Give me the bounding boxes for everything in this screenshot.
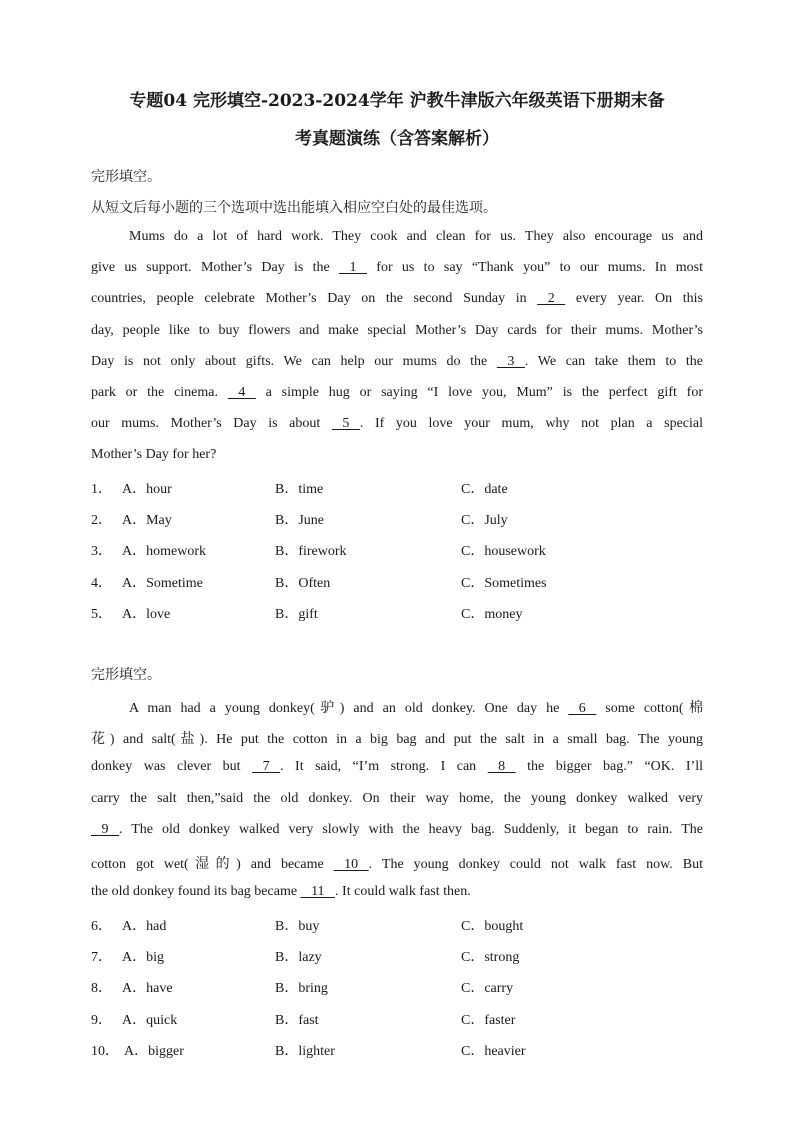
question-row: [91, 509, 711, 529]
blank-4: 4: [227, 385, 256, 400]
document-title-line-1: 专题04 完形填空-2023-2024学年 沪教牛津版六年级英语下册期末备: [129, 91, 665, 111]
option-a[interactable]: A．love: [122, 606, 171, 622]
passage-text: countries, people celebrate Mother’s Day on the second Sunday in: [91, 291, 538, 307]
passage-text: a simple hug or saying “I love you, Mum” is the perfect gift for: [255, 385, 704, 400]
option-b[interactable]: B．lazy: [275, 950, 322, 966]
passage-text: 花) and salt(盐). He put the cotton in a big bag and put the salt in a small bag. The young: [91, 732, 703, 748]
option-c[interactable]: C．housework: [461, 544, 546, 560]
option-a[interactable]: A．hour: [122, 482, 172, 497]
passage-text: for us to say “Thank you” to our mums. In most: [367, 260, 703, 276]
section-2-passage-line: [91, 853, 703, 873]
question-number: 6．: [91, 919, 112, 934]
section-1-passage-line: [91, 291, 703, 307]
question-row: [91, 478, 711, 498]
question-row: [91, 540, 711, 560]
option-a[interactable]: A．homework: [122, 544, 206, 560]
passage-text: give us support. Mother’s Day is the: [91, 260, 339, 276]
passage-text: A man had a young donkey(驴) and an old donkey. One day he: [129, 701, 569, 716]
option-b[interactable]: B．June: [275, 513, 324, 529]
question-number: 9．: [91, 1012, 112, 1028]
passage-text: . The old donkey walked very slowly with the heavy bag. Suddenly, it began to rain. The: [119, 821, 703, 837]
section-1-heading: 完形填空。: [91, 169, 161, 185]
option-b[interactable]: B．lighter: [275, 1043, 335, 1059]
option-c[interactable]: C．strong: [461, 950, 520, 966]
blank-1: 1: [339, 260, 367, 276]
passage-text: day, people like to buy flowers and make special Mother’s Day cards for their mums. Mother’s: [91, 322, 703, 338]
option-b[interactable]: B．time: [275, 482, 324, 497]
blank-5: 5: [331, 416, 360, 432]
section-2-passage-line: [91, 728, 703, 748]
option-a[interactable]: A．have: [122, 981, 173, 997]
section-2-passage-line: [91, 884, 703, 900]
section-2-passage-line: [91, 759, 703, 775]
option-b[interactable]: B．Often: [275, 575, 331, 591]
blank-9: 9: [91, 821, 119, 837]
passage-text: the old donkey found its bag became: [91, 884, 301, 900]
passage-text: . It said, “I’m strong. I can: [280, 759, 488, 775]
blank-10: 10: [333, 857, 369, 872]
option-c[interactable]: C．carry: [461, 981, 514, 997]
passage-text: . The young donkey could not walk fast now. But: [368, 857, 703, 872]
section-1-instruction: 从短文后每小题的三个选项中选出能填入相应空白处的最佳选项。: [91, 200, 497, 216]
option-b[interactable]: B．firework: [275, 544, 347, 560]
section-1-passage-line: [91, 260, 703, 276]
passage-text: our mums. Mother’s Day is about: [91, 416, 332, 432]
question-number: 4．: [91, 575, 112, 591]
blank-8: 8: [487, 759, 516, 775]
passage-text: Mother’s Day for her?: [91, 447, 217, 463]
option-a[interactable]: A．big: [122, 950, 164, 966]
question-number: 7．: [91, 950, 112, 966]
blank-2: 2: [537, 291, 566, 307]
section-2-passage-line: [91, 822, 703, 838]
blank-7: 7: [252, 759, 281, 775]
option-c[interactable]: C．bought: [461, 919, 524, 934]
document-title-line-2: 考真题演练（含答案解析）: [295, 129, 499, 149]
passage-text: some cotton(棉: [596, 701, 703, 716]
question-number: 2．: [91, 513, 112, 529]
question-row: [91, 977, 711, 997]
question-row: [91, 603, 711, 623]
option-a[interactable]: A．had: [122, 919, 167, 934]
section-1-passage-line: [129, 229, 703, 245]
section-1-passage-line: [91, 447, 703, 463]
passage-text: . If you love your mum, why not plan a special: [359, 416, 703, 432]
passage-text: . We can take them to the: [524, 353, 703, 369]
passage-text: park or the cinema.: [91, 385, 228, 400]
passage-text: donkey was clever but: [91, 759, 253, 775]
section-1-passage-line: [91, 416, 703, 432]
question-number: 3．: [91, 544, 112, 560]
blank-11: 11: [300, 884, 336, 900]
passage-text: . It could walk fast then.: [335, 884, 471, 900]
section-2-passage-line: [129, 697, 703, 717]
question-row: [91, 946, 711, 966]
passage-text: carry the salt then,”said the old donkey. On their way home, the young donkey walked very: [91, 790, 703, 806]
option-b[interactable]: B．fast: [275, 1012, 319, 1028]
option-c[interactable]: C．faster: [461, 1012, 516, 1028]
option-c[interactable]: C．date: [461, 482, 508, 497]
option-c[interactable]: C．Sometimes: [461, 575, 547, 591]
section-1-passage-line: [91, 354, 703, 370]
question-row: [91, 1009, 711, 1029]
option-c[interactable]: C．July: [461, 513, 508, 529]
option-b[interactable]: B．buy: [275, 919, 320, 934]
passage-text: Mums do a lot of hard work. They cook and clean for us. They also encourage us and: [129, 229, 703, 244]
blank-3: 3: [496, 353, 525, 369]
passage-text: Day is not only about gifts. We can help our mums do the: [91, 353, 497, 369]
option-b[interactable]: B．bring: [275, 981, 328, 997]
passage-text: every year. On this: [565, 291, 703, 307]
blank-6: 6: [568, 701, 597, 716]
passage-text: cotton got wet(湿的) and became: [91, 857, 334, 872]
question-row: [91, 1040, 711, 1060]
option-a[interactable]: A．quick: [122, 1012, 178, 1028]
question-number: 10．: [91, 1043, 119, 1059]
section-1-passage-line: [91, 323, 703, 339]
option-a[interactable]: A．bigger: [124, 1043, 184, 1059]
section-2-heading: 完形填空。: [91, 667, 161, 683]
section-1-passage-line: [91, 385, 703, 401]
question-number: 5．: [91, 606, 112, 622]
option-c[interactable]: C．heavier: [461, 1043, 526, 1059]
option-a[interactable]: A．May: [122, 513, 172, 529]
option-a[interactable]: A．Sometime: [122, 575, 203, 591]
option-b[interactable]: B．gift: [275, 606, 318, 622]
option-c[interactable]: C．money: [461, 606, 523, 622]
passage-text: the bigger bag.” “OK. I’ll: [515, 759, 703, 775]
question-number: 8．: [91, 981, 112, 997]
question-row: [91, 915, 711, 935]
section-2-passage-line: [91, 791, 703, 807]
question-number: 1．: [91, 482, 112, 497]
question-row: [91, 572, 711, 592]
